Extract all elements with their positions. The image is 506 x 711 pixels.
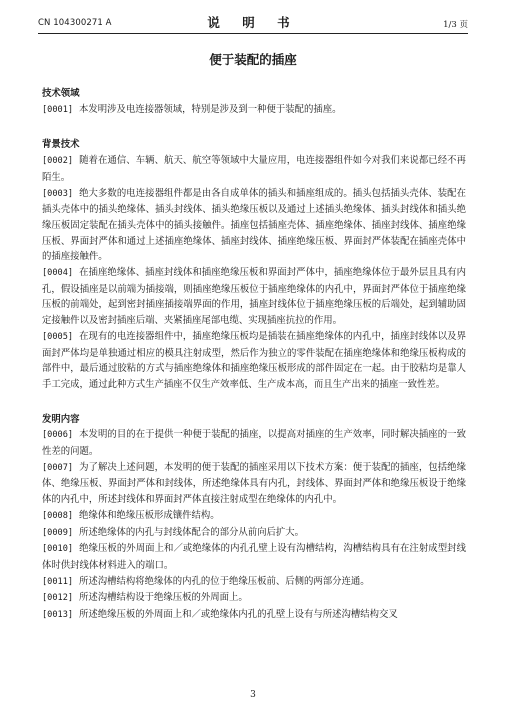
- page-number: 3: [250, 690, 256, 700]
- paragraph-text: 为了解决上述问题，本发明的便于装配的插座采用以下技术方案：便于装配的插座，包括绝缘体、绝缘压板、界面封严体和封线体，所述绝缘体具有内孔，封线体、界面封严体和绝缘压板设于绝缘体的内孔中，所述封线体和界面封严体直接注射成型在绝缘体的内孔中。: [42, 461, 466, 506]
- paragraph-number: [0013]: [42, 610, 74, 621]
- paragraph: [42, 460, 466, 508]
- paragraph: [42, 427, 466, 459]
- paragraph-text: 随着在通信、车辆、航天、航空等领域中大量应用，电连接器组件如今对我们来说都已经不再陌生。: [42, 155, 466, 183]
- paragraph-text: 本发明的目的在于提供一种便于装配的插座，以提高对插座的生产效率，同时解决插座的一致性差的问题。: [42, 429, 466, 458]
- paragraph: [42, 525, 466, 542]
- paragraph: [42, 153, 466, 185]
- paragraph-number: [0009]: [42, 527, 74, 538]
- paragraph-number: [0001]: [42, 104, 74, 115]
- paragraph-number: [0010]: [42, 544, 74, 555]
- paragraph-number: [0008]: [42, 510, 74, 521]
- paragraph-number: [0011]: [42, 576, 74, 587]
- paragraph-text: 绝大多数的电连接器组件都是由各自成单体的插头和插座组成的。插头包括插头壳体、装配在插头壳体中的插头绝缘体、插头封线体、插头绝缘压板以及通过上述插头绝缘体、插头封线体和插头绝缘压板固定装配在插头壳体中的插头接触件。插座包括插座壳体、插座绝缘体、插座封线体、插座绝缘压板、界面封严体和通过上述插座绝缘体、插座封线体、插座绝缘压板、界面封严体装配在插座壳体中的插座接触件。: [42, 187, 466, 263]
- paragraph-text: 所述沟槽结构设于绝缘压板的外周面上。: [79, 592, 248, 604]
- document-body: [42, 86, 466, 624]
- paragraph-number: [0002]: [42, 156, 74, 167]
- paragraph: [42, 590, 466, 607]
- page-indicator: 1/3 页: [443, 20, 468, 30]
- paragraph-text: 所述绝缘压板的外周面上和／或绝缘体内孔的孔壁上设有与所述沟槽结构交叉: [79, 609, 398, 621]
- paragraph: [42, 186, 466, 266]
- paragraph-number: [0005]: [42, 331, 74, 342]
- paragraph-number: [0003]: [42, 188, 74, 199]
- paragraph: [42, 607, 466, 624]
- patent-number: CN 104300271 A: [38, 18, 112, 28]
- paragraph-text: 绝缘体和绝缘压板形成镶件结构。: [79, 509, 220, 521]
- page-header: [38, 12, 468, 32]
- paragraph-text: 所述沟槽结构将绝缘体的内孔的位于绝缘压板前、后侧的两部分连通。: [79, 575, 370, 587]
- section-heading-tech-field: 技术领域: [42, 88, 80, 99]
- paragraph: [42, 574, 466, 591]
- paragraph-text: 在现有的电连接器组件中，插座绝缘压板均是插装在插座绝缘体的内孔中，插座封线体以及界面封严体均是单独通过相应的模具注射成型，然后作为独立的零件装配在插座绝缘体和绝缘压板构成的部件中，最后通过胶粘的方式与插座绝缘体和插座绝缘压板形成的部件固定在一起。由于胶粘均是靠人手工完成，通过此种方式生产插座不仅生产效率低、生产成本高，而且生产出来的插座一致性差。: [42, 330, 466, 390]
- paragraph: [42, 508, 466, 525]
- paragraph-text: 所述绝缘体的内孔与封线体配合的部分从前向后扩大。: [79, 526, 305, 538]
- paragraph: [42, 265, 466, 329]
- section-heading-background: 背景技术: [42, 139, 80, 151]
- document-type: 说 明 书: [207, 15, 299, 30]
- paragraph-text: 绝缘压板的外周面上和／或绝缘体的内孔孔壁上设有沟槽结构，沟槽结构具有在注射成型封线体时供封线体材料进入的端口。: [42, 543, 466, 571]
- paragraph: [42, 541, 466, 573]
- paragraph-number: [0007]: [42, 462, 74, 473]
- paragraph: [42, 102, 466, 119]
- section-heading-content: 发明内容: [42, 413, 80, 425]
- paragraph-number: [0006]: [42, 430, 74, 441]
- paragraph-text: 在插座绝缘体、插座封线体和插座绝缘压板和界面封严体中，插座绝缘体位于最外层且具有内孔，假设插座是以前端为插接端，则插座绝缘压板位于插座绝缘体的内孔中，界面封严体位于插座绝缘压板的前端处，起到密封插座插接端界面的作用，插座封线体位于插座绝缘压板的后端处，起到辅助固定接触件以及密封插座后端、夹紧插座尾部电缆、实现插座抗拉的作用。: [42, 267, 466, 327]
- header-divider: [38, 33, 468, 34]
- paragraph-number: [0012]: [42, 593, 74, 604]
- paragraph-text: 本发明涉及电连接器领域，特别是涉及到一种便于装配的插座。: [79, 103, 342, 115]
- document-title: 便于装配的插座: [209, 52, 297, 67]
- paragraph-number: [0004]: [42, 268, 74, 279]
- paragraph: [42, 329, 466, 393]
